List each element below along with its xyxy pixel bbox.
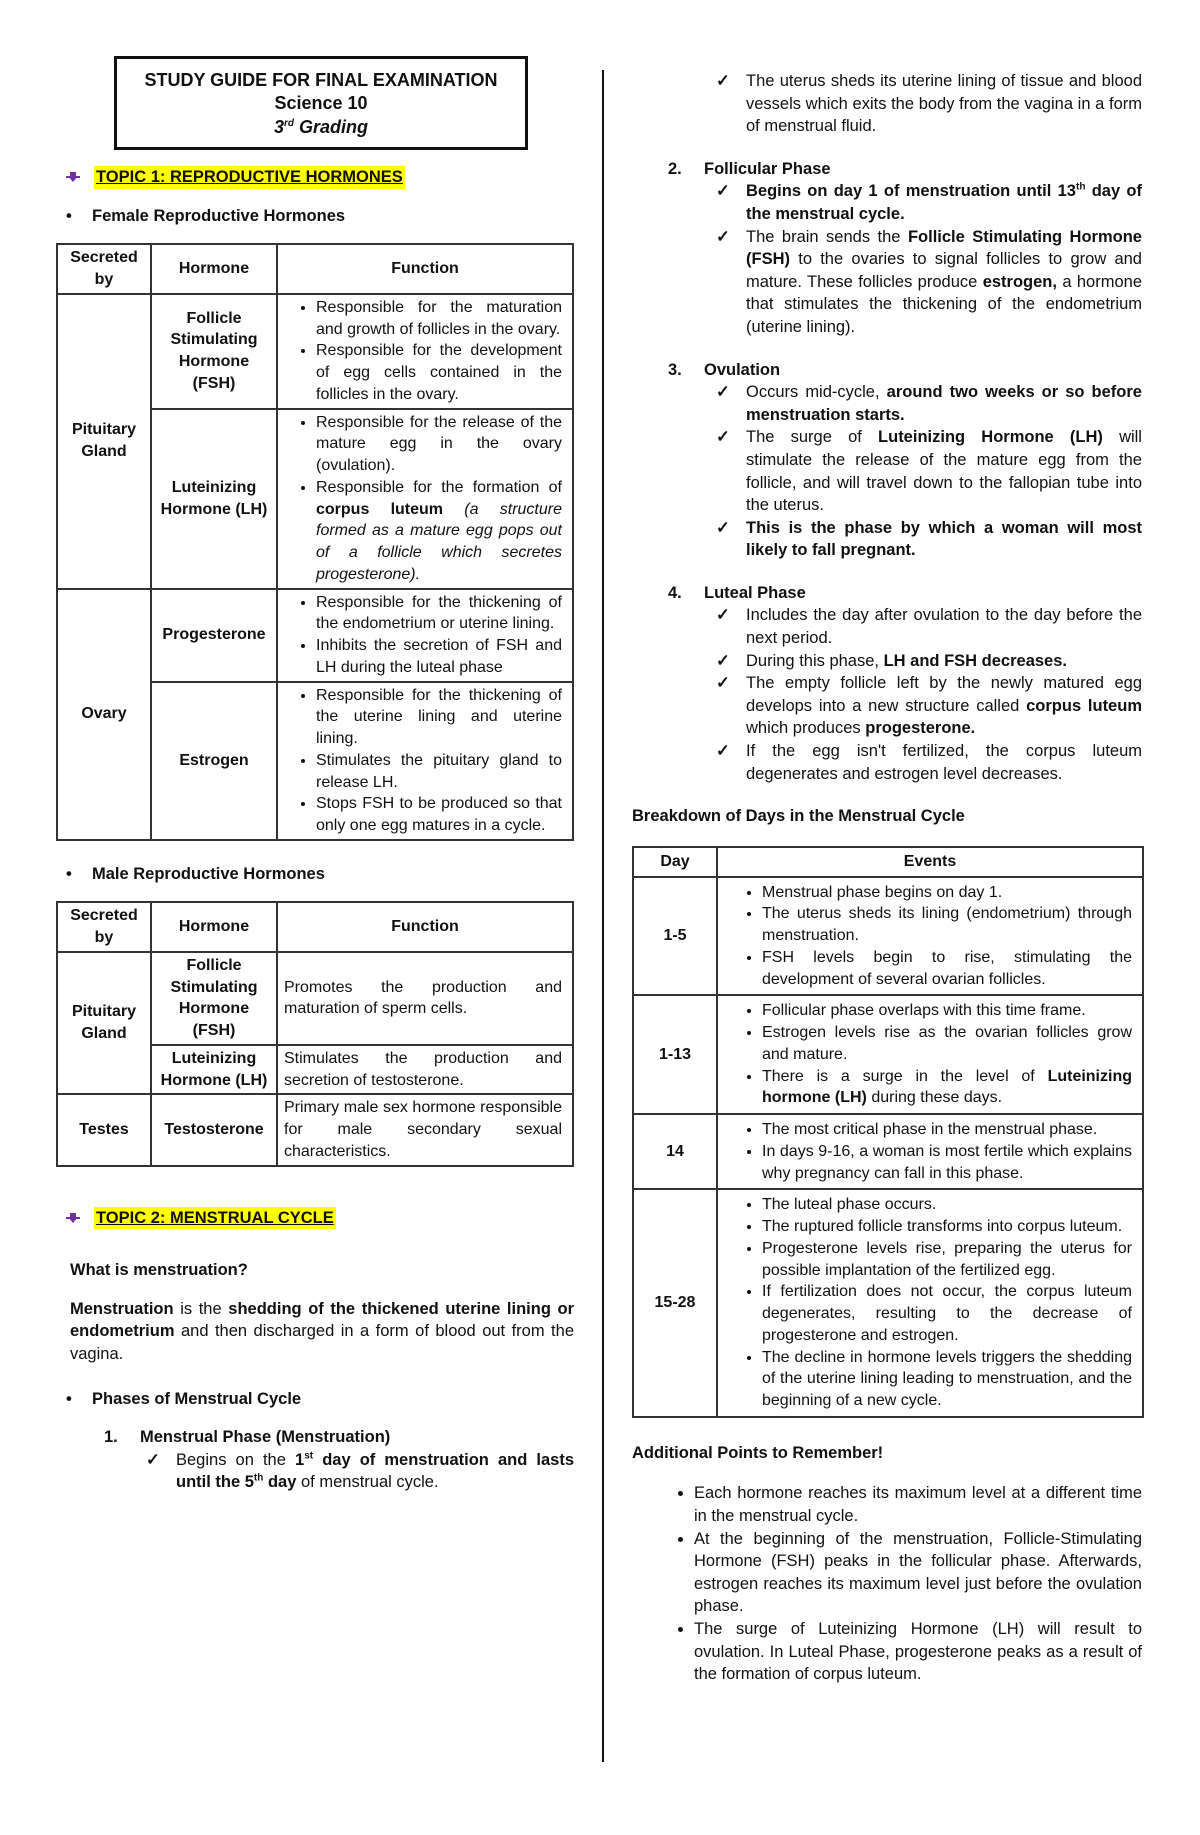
female-heading: • Female Reproductive Hormones — [66, 206, 346, 225]
topic2-label: TOPIC 2: MENSTRUAL CYCLE — [94, 1207, 336, 1230]
menstruation-definition: Menstruation is the shedding of the thickened uterine lining or endometrium and then discharged in a form of blood out from the vagina. — [70, 1299, 575, 1364]
table-row — [633, 1114, 1143, 1189]
phase-4-title: 4. Luteal Phase — [668, 583, 806, 602]
male-heading: • Male Reproductive Hormones — [66, 864, 325, 883]
column-divider — [602, 70, 604, 1762]
estrogen-function: • Responsible for the thickening of the uterine lining and uterine lining. • Stimulates the pituitary gland to release LH. • Stops FSH to be produced so that only one egg matures in a cycle. — [277, 682, 573, 840]
list-item: • The surge of Luteinizing Hormone (LH) will result to ovulation. In Luteal Phase, progesterone peaks as a result of the formation of corpus luteum. — [694, 1618, 1142, 1686]
breakdown-table — [632, 846, 1144, 1418]
list-item: ✓ Includes the day after ovulation to the day before the next period. — [746, 604, 1142, 649]
table-row — [57, 952, 573, 1045]
col-hormone: Hormone — [151, 244, 277, 294]
fsh-cell: Follicle Stimulating Hormone (FSH) — [151, 952, 277, 1045]
pituitary-cell: Pituitary Gland — [57, 294, 151, 589]
table-row — [633, 1189, 1143, 1417]
col-events: Events — [717, 847, 1143, 877]
progesterone-cell: Progesterone — [151, 589, 277, 682]
table-row — [57, 294, 573, 409]
male-hormones-table — [56, 901, 574, 1166]
day-cell: 1-13 — [633, 995, 717, 1114]
phase-3-title: 3. Ovulation — [668, 360, 781, 379]
phase-1-title: 1. Menstrual Phase (Menstruation) — [104, 1428, 391, 1447]
arrow-down-icon — [66, 170, 80, 184]
col-secreted: Secreted by — [57, 244, 151, 294]
events-cell: • The most critical phase in the menstrual phase. • In days 9-16, a woman is most fertile which explains why pregnancy can fall in this phase. — [717, 1114, 1143, 1189]
phase-2-title: 2. Follicular Phase — [668, 159, 831, 178]
list-item: • At the beginning of the menstruation, Follicle-Stimulating Hormone (FSH) peaks in the follicular phase. Afterwards, estrogen reaches its maximum level just before the ovulation phase. — [694, 1528, 1142, 1618]
table-header-row — [633, 847, 1143, 877]
list-item: ✓ The uterus sheds its uterine lining of tissue and blood vessels which exits the body from the vagina in a form of menstrual fluid. — [746, 70, 1142, 138]
additional-list — [632, 1482, 1142, 1685]
events-cell: • The luteal phase occurs. • The ruptured follicle transforms into corpus luteum. • Progesterone levels rise, preparing the uterus for possible implantation of the fertilized egg. • If fertilization does not occur, the corpus luteum degenerates, resulting to the decrease of progesterone and estrogen. • The decline in hormone levels triggers the shedding of the uterine lining leading to menstruation, and the beginning of a new cycle. — [717, 1189, 1143, 1417]
table-row — [57, 589, 573, 682]
list-item: ✓ Begins on day 1 of menstruation until 13th day of the menstrual cycle. — [746, 180, 1142, 225]
table-header-row — [57, 902, 573, 952]
fsh-cell: Follicle Stimulating Hormone (FSH) — [151, 294, 277, 409]
additional-heading: Additional Points to Remember! — [632, 1443, 884, 1462]
estrogen-cell: Estrogen — [151, 682, 277, 840]
list-item: ✓ The brain sends the Follicle Stimulating Hormone (FSH) to the ovaries to signal follicles to grow and mature. These follicles produce estrogen, a hormone that stimulates the thickening of the endometrium (uterine lining). — [746, 226, 1142, 339]
table-row — [57, 1094, 573, 1165]
table-row — [633, 877, 1143, 996]
lh-cell: Luteinizing Hormone (LH) — [151, 409, 277, 589]
events-cell: • Follicular phase overlaps with this time frame. • Estrogen levels rise as the ovarian follicles grow and mature. • There is a surge in the level of Luteinizing hormone (LH) during these days. — [717, 995, 1143, 1114]
day-cell: 15-28 — [633, 1189, 717, 1417]
female-hormones-table — [56, 243, 574, 841]
ovary-cell: Ovary — [57, 589, 151, 840]
list-item: ✓ Begins on the 1st day of menstruation and lasts until the 5th day of menstrual cycle. — [176, 1449, 574, 1494]
col-day: Day — [633, 847, 717, 877]
grading: 3rd Grading — [273, 116, 369, 137]
topic2-heading — [66, 1207, 574, 1230]
title-box — [114, 56, 528, 150]
table-header-row — [57, 244, 573, 294]
list-item: ✓ During this phase, LH and FSH decreases. — [746, 650, 1142, 673]
list-item: ✓ The surge of Luteinizing Hormone (LH) will stimulate the release of the mature egg from the follicle, and will travel down to the fallopian tube into the uterus. — [746, 426, 1142, 516]
phases-heading: • Phases of Menstrual Cycle — [66, 1389, 302, 1408]
pituitary-cell: Pituitary Gland — [57, 952, 151, 1095]
testosterone-cell: Testosterone — [151, 1094, 277, 1165]
list-item: ✓ Occurs mid-cycle, around two weeks or so before menstruation starts. — [746, 381, 1142, 426]
fsh-function: • Responsible for the maturation and growth of follicles in the ovary. • Responsible for the development of egg cells contained in the follicles in the ovary. — [277, 294, 573, 409]
topic1-label: TOPIC 1: REPRODUCTIVE HORMONES — [94, 166, 405, 189]
lh-cell: Luteinizing Hormone (LH) — [151, 1045, 277, 1095]
arrow-down-icon — [66, 1211, 80, 1225]
day-cell: 14 — [633, 1114, 717, 1189]
col-function: Function — [277, 244, 573, 294]
progesterone-function: • Responsible for the thickening of the endometrium or uterine lining. • Inhibits the secretion of FSH and LH during the luteal phase — [277, 589, 573, 682]
phase-3-list — [710, 381, 1142, 562]
phase-1-list — [140, 1449, 574, 1494]
lh-function: • Responsible for the release of the mature egg in the ovary (ovulation). • Responsible for the formation of corpus luteum (a structure formed as a mature egg pops out of a follicle which secretes progesterone). — [277, 409, 573, 589]
testes-cell: Testes — [57, 1094, 151, 1165]
left-column — [56, 56, 574, 1494]
lh-function: Stimulates the production and secretion of testosterone. — [277, 1045, 573, 1095]
list-item: ✓ If the egg isn't fertilized, the corpus luteum degenerates and estrogen level decreases. — [746, 740, 1142, 785]
list-item: • Each hormone reaches its maximum level at a different time in the menstrual cycle. — [694, 1482, 1142, 1527]
testosterone-function: Primary male sex hormone responsible for male secondary sexual characteristics. — [277, 1094, 573, 1165]
col-function: Function — [277, 902, 573, 952]
table-row — [633, 995, 1143, 1114]
right-column — [632, 70, 1142, 1686]
day-cell: 1-5 — [633, 877, 717, 996]
list-item: ✓ This is the phase by which a woman will most likely to fall pregnant. — [746, 517, 1142, 562]
question: What is menstruation? — [70, 1261, 248, 1280]
col-hormone: Hormone — [151, 902, 277, 952]
col-secreted: Secreted by — [57, 902, 151, 952]
phase-4-list — [710, 604, 1142, 785]
topic1-heading — [66, 166, 574, 189]
list-item: ✓ The empty follicle left by the newly matured egg develops into a new structure called corpus luteum which produces progesterone. — [746, 672, 1142, 740]
subject: Science 10 — [274, 93, 368, 114]
page-title: STUDY GUIDE FOR FINAL EXAMINATION — [144, 70, 498, 90]
phase-1-list-cont — [710, 70, 1142, 138]
phase-2-list — [710, 180, 1142, 338]
fsh-function: Promotes the production and maturation of sperm cells. — [277, 952, 573, 1045]
breakdown-heading: Breakdown of Days in the Menstrual Cycle — [632, 807, 965, 826]
events-cell: • Menstrual phase begins on day 1. • The uterus sheds its lining (endometrium) through menstruation. • FSH levels begin to rise, stimulating the development of several ovarian follicles. — [717, 877, 1143, 996]
